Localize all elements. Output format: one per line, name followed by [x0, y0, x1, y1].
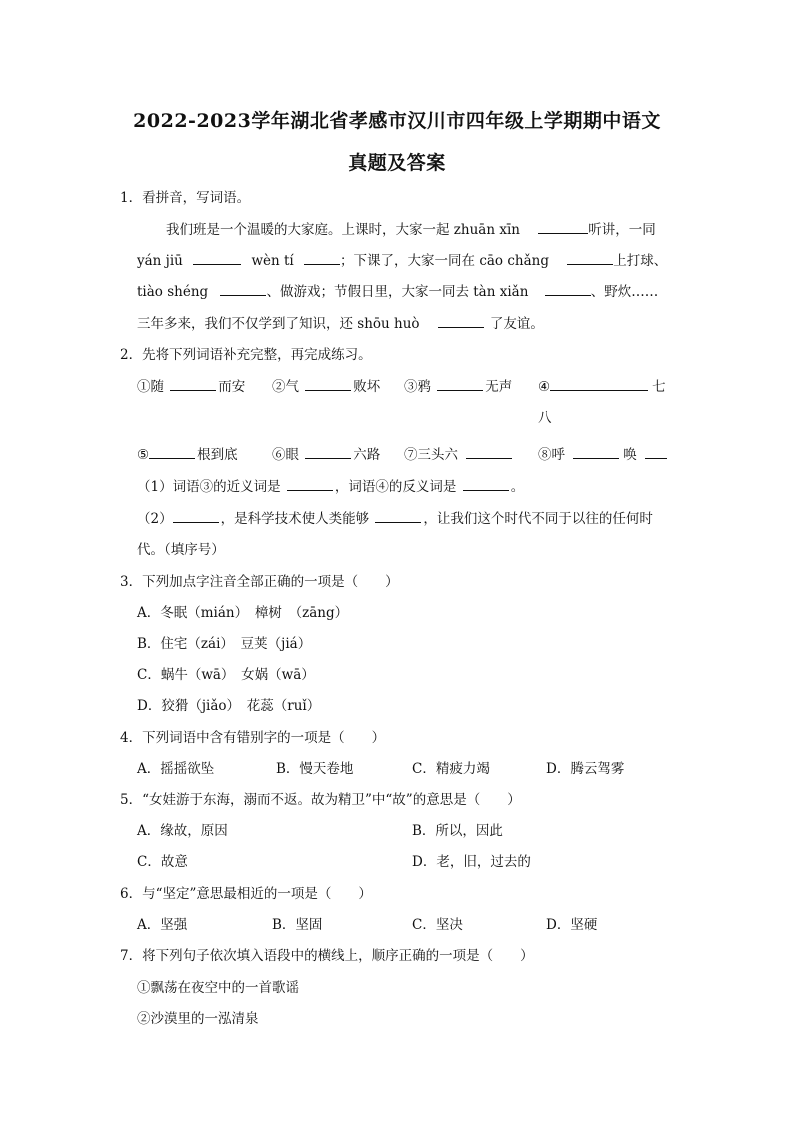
q2-blank-6[interactable] [305, 444, 351, 459]
q1-line-1 [166, 218, 656, 238]
q2-blank-7[interactable] [466, 444, 512, 459]
q2-sub1-blank-b[interactable] [463, 476, 509, 491]
q4-option-b[interactable]: B．慢天卷地 [276, 761, 354, 777]
q2-sub2-blank-b[interactable] [375, 508, 421, 523]
q6-option-b[interactable]: B．坚固 [272, 917, 323, 933]
q2-stem: 2．先将下列词语补充完整，再完成练习。 [120, 347, 372, 363]
q3-option-c[interactable]: C．蜗牛（wā） 女娲（wā） [137, 667, 315, 683]
q2-item-text: 败坏 [353, 379, 381, 395]
q2-sub-text: 。 [510, 479, 525, 495]
q1-text: wèn tí [251, 253, 294, 269]
q2-item-text: ⑦三头六 [404, 447, 458, 463]
q2-item-text: 无声 [485, 379, 513, 395]
q1-text: 了友谊。 [489, 316, 544, 332]
q2-sub-text: （2） [137, 511, 173, 527]
q2-item-7 [404, 443, 512, 463]
q1-text: 听讲，一同 [588, 222, 656, 238]
q2-item-text: 七 [652, 379, 666, 395]
q2-sub-text: ，词语④的反义词是 [334, 479, 457, 495]
q2-item-text: ①随 [137, 379, 164, 395]
q2-blank-8b[interactable] [645, 444, 667, 459]
q1-text: 我们班是一个温暖的大家庭。上课时，大家一起 zhuān xīn [166, 222, 520, 238]
q4-option-a[interactable]: A．摇摇欲坠 [137, 761, 215, 777]
page-title-line-1: 2022-2023学年湖北省孝感市汉川市四年级上学期期中语文 [133, 110, 661, 132]
q2-sub-1 [137, 475, 524, 495]
q5-option-c[interactable]: C．故意 [137, 854, 188, 870]
q4-stem: 4．下列词语中含有错别字的一项是（ ） [120, 730, 386, 746]
q2-sub-text: ，是科学技术使人类能够 [220, 511, 370, 527]
q2-item-4-wrap: 八 [538, 410, 552, 426]
q2-sub-2-wrap: 代。（填序号） [137, 542, 225, 558]
q1-text: tiào shéng [137, 284, 209, 300]
q2-blank-8a[interactable] [573, 444, 619, 459]
q4-option-d[interactable]: D．腾云驾雾 [546, 761, 625, 777]
q1-blank-caochang[interactable] [567, 250, 613, 265]
page-title-line-2: 真题及答案 [348, 152, 446, 174]
q2-sub-text: （1）词语③的近义词是 [137, 479, 281, 495]
q1-line-4 [137, 312, 544, 332]
q2-item-text: 六路 [353, 447, 381, 463]
q5-stem: 5．“女娃游于东海，溺而不返。故为精卫”中“故”的意思是（ ） [120, 792, 521, 808]
q2-item-text: ⑧呼 [538, 447, 565, 463]
q3-option-d[interactable]: D．狡猾（jiǎo） 花蕊（ruǐ） [137, 698, 321, 714]
q2-item-text: ③鸦 [404, 379, 431, 395]
q2-sub1-blank-a[interactable] [287, 476, 333, 491]
q1-text: ；下课了，大家一同在 cāo chǎng [340, 253, 549, 269]
q1-blank-zhuanxin[interactable] [538, 219, 588, 234]
q1-blank-wenti[interactable] [304, 250, 340, 265]
q2-blank-3[interactable] [437, 376, 483, 391]
q5-option-b[interactable]: B．所以，因此 [412, 823, 503, 839]
q2-item-2 [272, 375, 380, 395]
q5-option-a[interactable]: A．缘故，原因 [137, 823, 228, 839]
q2-blank-1[interactable] [170, 376, 216, 391]
q1-line-2 [137, 249, 667, 269]
q1-text: 、野炊…… [590, 284, 659, 300]
q1-blank-tanxian[interactable] [545, 281, 591, 296]
q2-sub-2 [137, 507, 653, 527]
q2-blank-4[interactable] [550, 376, 648, 391]
q3-option-a[interactable]: A．冬眠（mián） 樟树 （zāng） [137, 605, 349, 621]
q1-text: 三年多来，我们不仅学到了知识，还 shōu huò [137, 316, 420, 332]
q2-item-text: 根到底 [197, 447, 238, 463]
q5-option-d[interactable]: D．老，旧，过去的 [412, 854, 531, 870]
q7-item-2: ②沙漠里的一泓清泉 [137, 1011, 259, 1027]
q7-stem: 7．将下列句子依次填入语段中的横线上，顺序正确的一项是（ ） [120, 948, 534, 964]
q6-option-a[interactable]: A．坚强 [137, 917, 188, 933]
q4-option-c[interactable]: C．精疲力竭 [412, 761, 490, 777]
q2-item-1 [137, 375, 245, 395]
q1-blank-tiaosheng[interactable] [220, 281, 266, 296]
q1-blank-shouhuo[interactable] [438, 313, 484, 328]
q6-option-c[interactable]: C．坚决 [412, 917, 463, 933]
q3-stem: 3．下列加点字注音全部正确的一项是（ ） [120, 574, 399, 590]
q2-item-6 [272, 443, 380, 463]
q6-option-d[interactable]: D．坚硬 [546, 917, 598, 933]
q2-item-8 [538, 443, 667, 463]
q2-item-text: 而安 [218, 379, 246, 395]
q1-text: yán jiū [137, 253, 183, 269]
q2-sub2-blank-a[interactable] [173, 508, 219, 523]
q1-text: 上打球、 [613, 253, 668, 269]
q2-item-text: 唤 [623, 447, 637, 463]
q2-item-text: ④ [538, 379, 551, 395]
q2-item-text: ⑤ [137, 447, 150, 463]
q1-stem: 1．看拼音，写词语。 [120, 190, 251, 206]
q2-item-text: ⑥眼 [272, 447, 299, 463]
q7-item-1: ①飘荡在夜空中的一首歌谣 [137, 980, 299, 996]
q2-blank-2[interactable] [305, 376, 351, 391]
q2-item-4 [538, 375, 666, 395]
q2-blank-5[interactable] [149, 444, 195, 459]
q2-item-5 [137, 443, 238, 463]
q2-item-text: ②气 [272, 379, 299, 395]
q2-item-3 [404, 375, 512, 395]
q1-text: 、做游戏；节假日里，大家一同去 tàn xiǎn [266, 284, 529, 300]
q3-option-b[interactable]: B．住宅（zái） 豆荚（jiá） [137, 636, 312, 652]
q1-blank-yanjiu[interactable] [193, 250, 241, 265]
q2-sub-text: ，让我们这个时代不同于以往的任何时 [423, 511, 653, 527]
q6-stem: 6．与“坚定”意思最相近的一项是（ ） [120, 886, 372, 902]
q1-line-3 [137, 280, 658, 300]
